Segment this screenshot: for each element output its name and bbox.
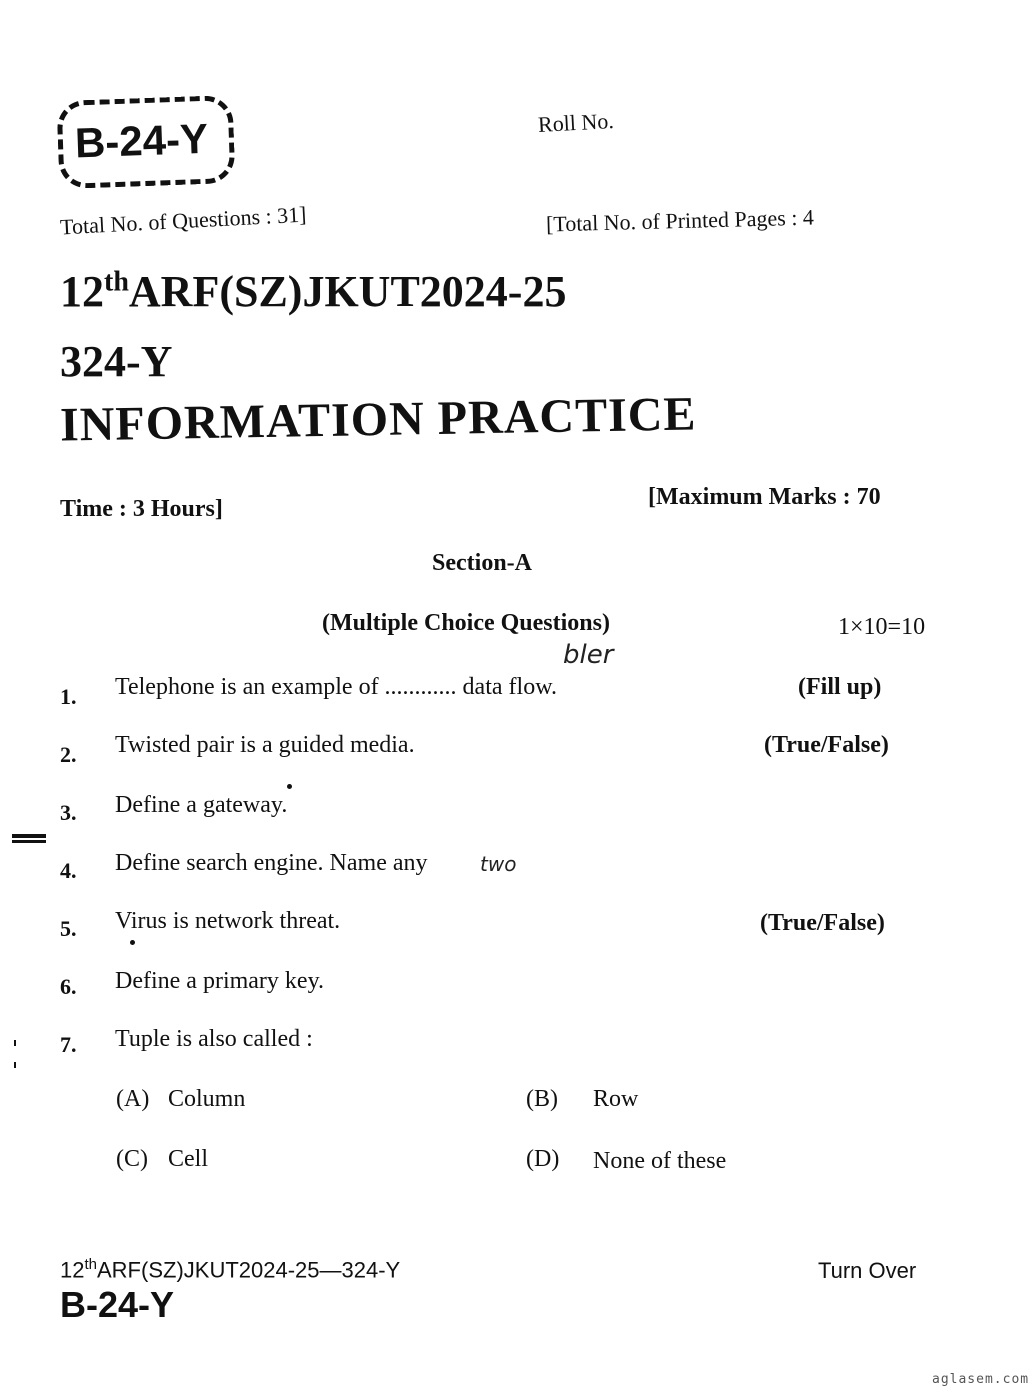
- paper-code: B-24-Y: [74, 114, 209, 167]
- question-tag: (Fill up): [798, 674, 882, 700]
- section-marks: 1×10=10: [838, 614, 926, 640]
- series-sup: th: [104, 266, 129, 298]
- scan-speck: [14, 1062, 16, 1068]
- option-b-label: (B): [526, 1086, 558, 1112]
- footer-paper-code: B-24-Y: [60, 1284, 175, 1325]
- footer-prefix: 12: [60, 1257, 85, 1283]
- question-text: Telephone is an example of ............ data flow.: [115, 674, 557, 700]
- question-text: Twisted pair is a guided media.: [115, 732, 415, 758]
- question-number: 3.: [60, 800, 77, 825]
- question-number: 6.: [60, 974, 77, 999]
- question-number: 4.: [60, 858, 77, 883]
- footer-code: ARF(SZ)JKUT2024-25—324-Y: [97, 1257, 401, 1283]
- question-tag: (True/False): [760, 910, 885, 936]
- paper-code-stamp: [57, 95, 236, 189]
- question-text: Define a gateway.: [115, 792, 288, 818]
- option-a-label: (A): [116, 1086, 150, 1112]
- scan-speck: [287, 784, 292, 789]
- question-number: 7.: [60, 1032, 77, 1057]
- option-c-text: Cell: [168, 1146, 208, 1172]
- total-questions: Total No. of Questions : 31]: [59, 201, 308, 240]
- total-pages: [Total No. of Printed Pages : 4: [545, 204, 815, 237]
- handwritten-two: two: [480, 852, 517, 876]
- watermark: aglasem.com: [932, 1372, 1030, 1387]
- handwritten-note: bler: [563, 640, 614, 670]
- scan-speck: [14, 1040, 16, 1046]
- section-heading: Section-A: [432, 550, 532, 576]
- scan-mark: [12, 840, 46, 843]
- footer-sup: th: [84, 1256, 97, 1273]
- option-b-text: Row: [593, 1086, 639, 1112]
- turn-over: Turn Over: [818, 1258, 917, 1283]
- question-text: Define a primary key.: [115, 968, 325, 994]
- series-code: [60, 266, 566, 317]
- scan-mark: [12, 834, 46, 838]
- series-main: ARF(SZ)JKUT2024-25: [128, 267, 567, 316]
- subject-title: INFORMATION PRACTICE: [59, 387, 697, 452]
- question-text: Virus is network threat.: [115, 908, 341, 934]
- series-prefix: 12: [60, 267, 104, 316]
- question-tag: (True/False): [764, 732, 889, 758]
- question-text: Define search engine. Name any: [115, 850, 428, 876]
- footer-series-code: [60, 1256, 400, 1283]
- option-d-label: (D): [526, 1146, 560, 1172]
- question-number: 1.: [60, 684, 77, 709]
- roll-no-label: Roll No.: [537, 108, 615, 137]
- scan-speck: [130, 940, 135, 945]
- time-allowed: Time : 3 Hours]: [60, 496, 223, 522]
- question-text: Tuple is also called :: [115, 1026, 313, 1052]
- question-number: 5.: [60, 916, 77, 941]
- subject-code: 324-Y: [60, 337, 173, 386]
- option-d-text: None of these: [593, 1148, 727, 1174]
- section-subheading: (Multiple Choice Questions): [322, 610, 610, 636]
- option-a-text: Column: [168, 1086, 246, 1112]
- maximum-marks: [Maximum Marks : 70: [648, 484, 881, 510]
- option-c-label: (C): [116, 1146, 148, 1172]
- question-number: 2.: [60, 742, 77, 767]
